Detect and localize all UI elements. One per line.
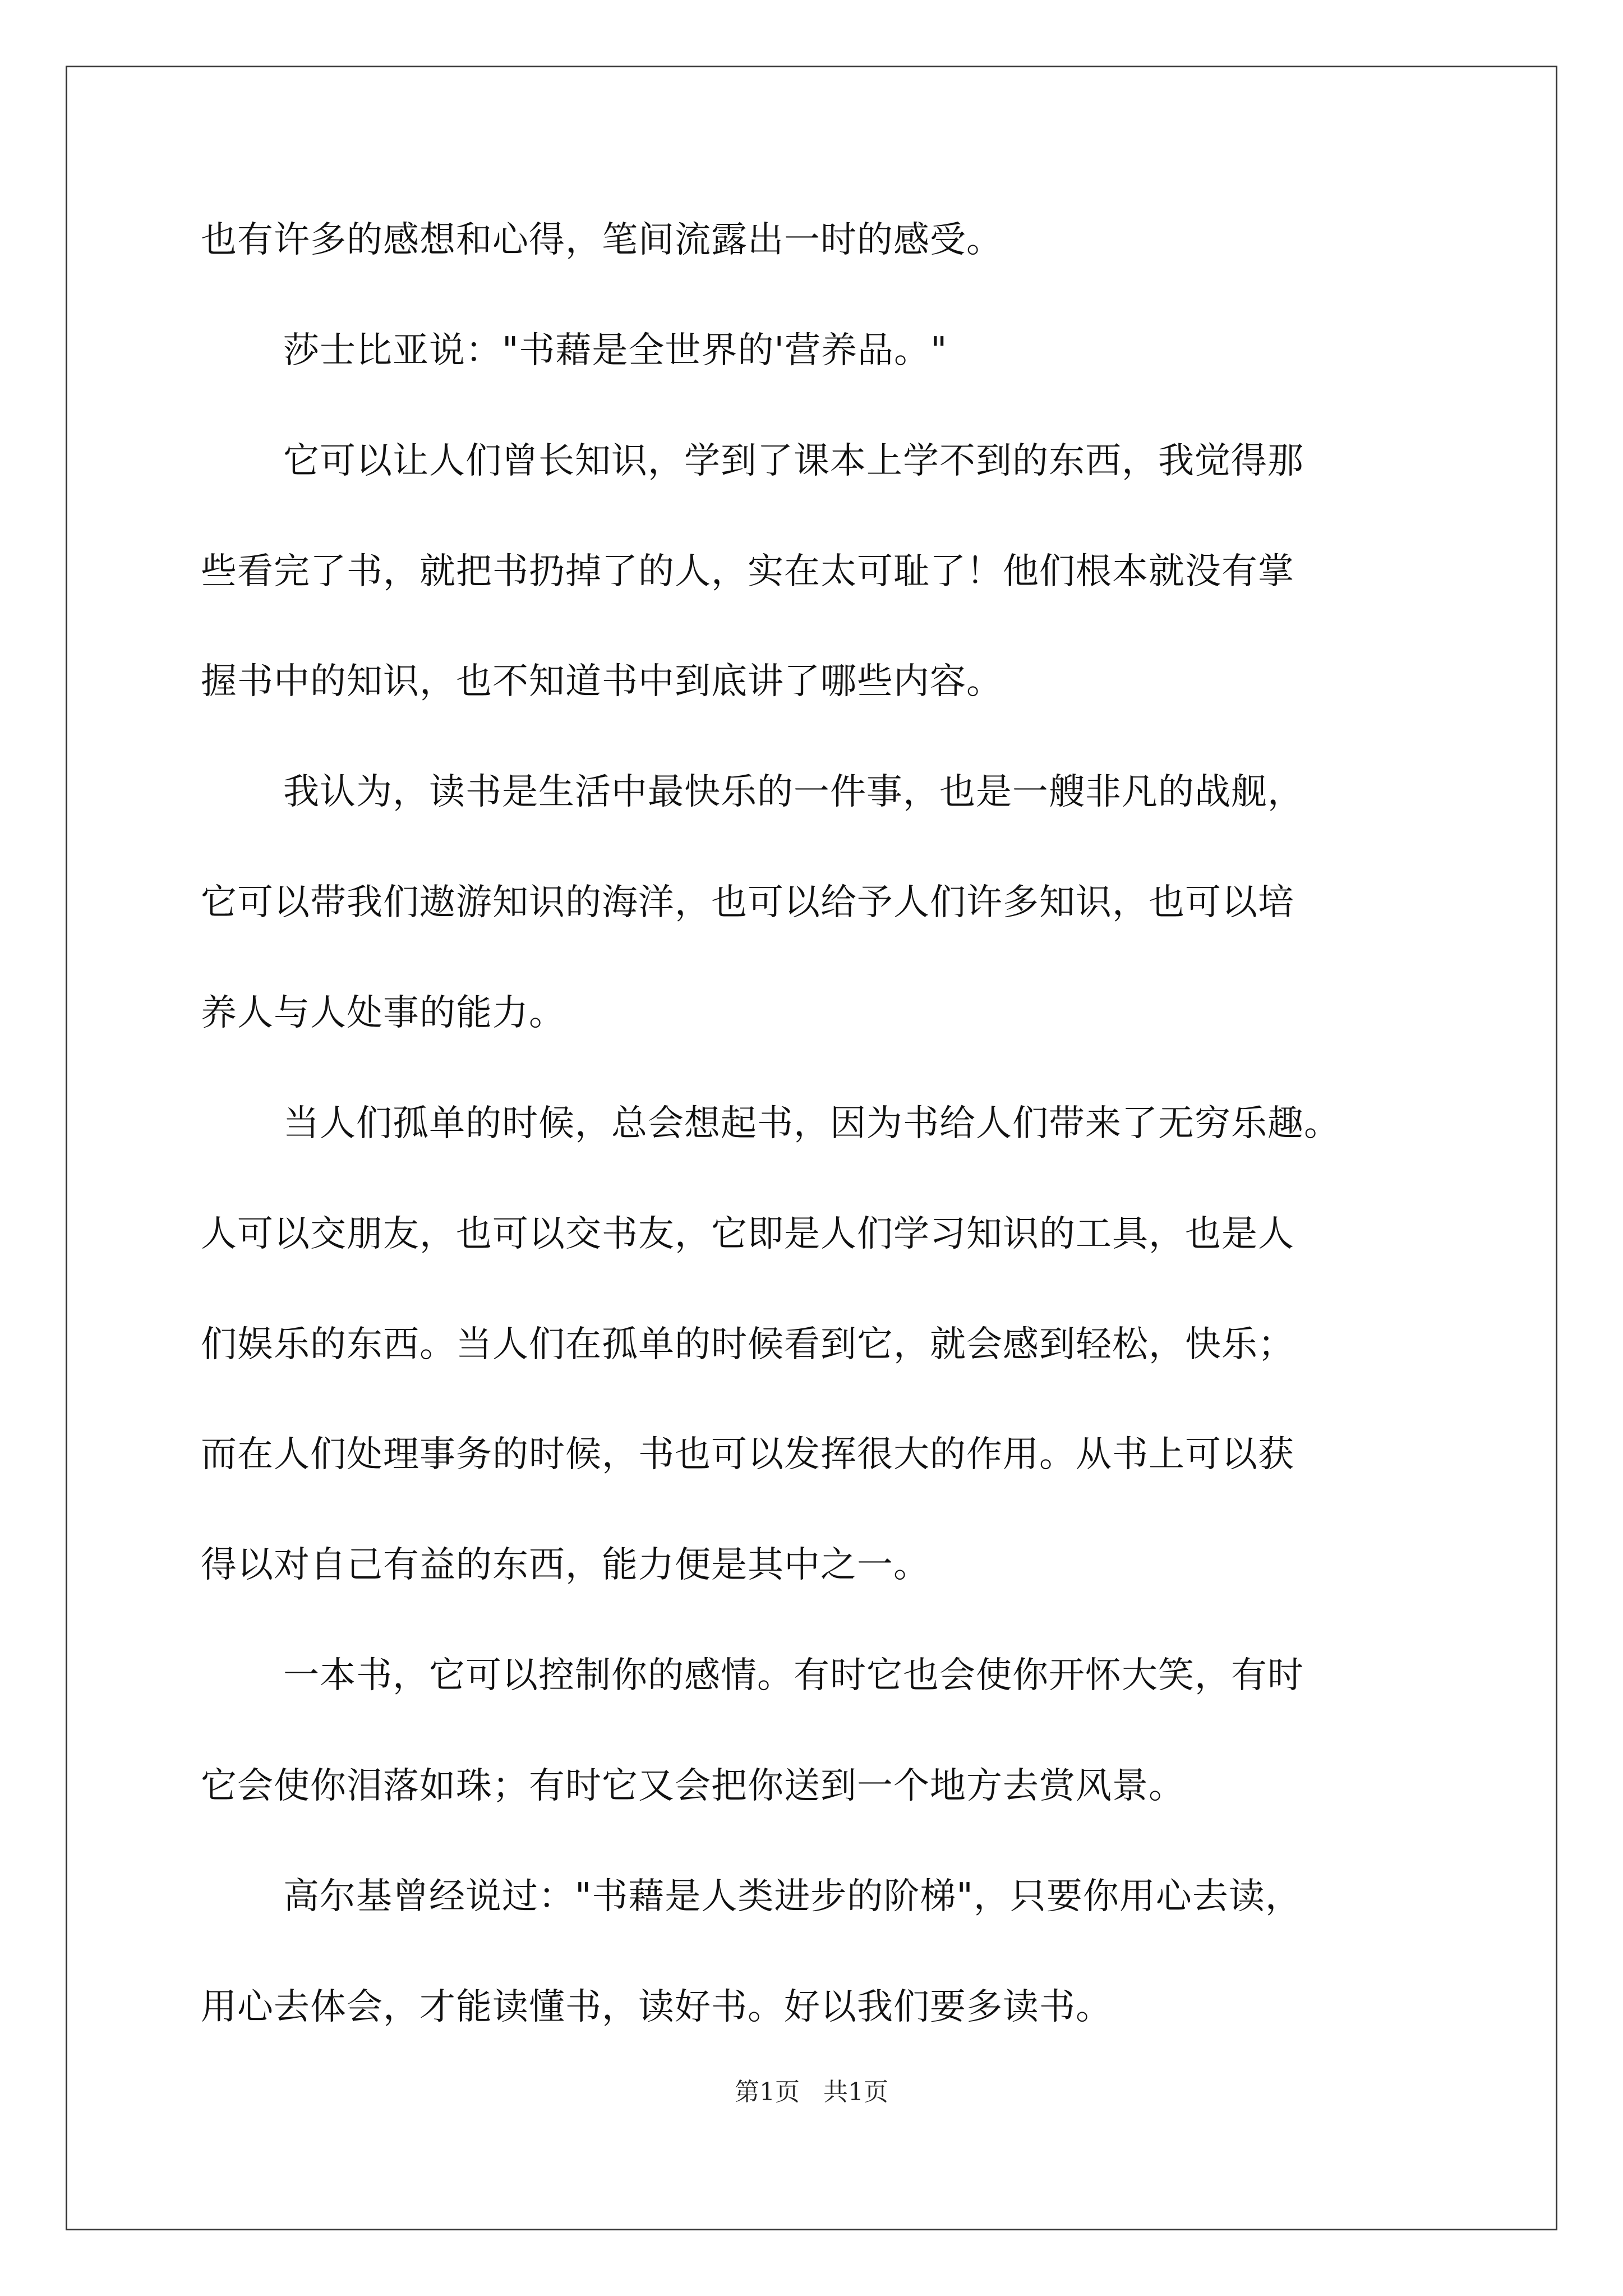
paragraph-line: 而在人们处理事务的时候，书也可以发挥很大的作用。从书上可以获 [201,1434,1294,1475]
paragraph-line: 一本书，它可以控制你的感情。有时它也会使你开怀大笑，有时 [283,1655,1304,1696]
paragraph-line: 用心去体会，才能读懂书，读好书。好以我们要多读书。 [201,1986,1112,2028]
paragraph-line: 它可以带我们遨游知识的海洋，也可以给予人们许多知识，也可以培 [201,882,1294,923]
paragraph-line: 养人与人处事的能力。 [201,992,565,1034]
paragraph-line: 人可以交朋友，也可以交书友，它即是人们学习知识的工具，也是人 [201,1213,1294,1255]
paragraph-line: 们娱乐的东西。当人们在孤单的时候看到它，就会感到轻松，快乐； [201,1324,1294,1365]
paragraph-line: 也有许多的感想和心得，笔间流露出一时的感受。 [201,219,1003,261]
paragraph-line: 些看完了书，就把书扔掉了的人，实在太可耻了！他们根本就没有掌 [201,551,1294,592]
paragraph-line: 它可以让人们曾长知识，学到了课本上学不到的东西，我觉得那 [283,440,1304,482]
paragraph-line: 得以对自己有益的东西，能力便是其中之一。 [201,1544,930,1586]
paragraph-line: 我认为，读书是生活中最快乐的一件事，也是一艘非凡的战舰， [283,771,1304,813]
page-number-footer: 第1页 共1页 [735,2078,888,2106]
paragraph-line: 它会使你泪落如珠；有时它又会把你送到一个地方去赏风景。 [201,1765,1185,1807]
paragraph-line: 当人们孤单的时候，总会想起书，因为书给人们带来了无穷乐趣。 [283,1103,1340,1144]
paragraph-line: 高尔基曾经说过："书藉是人类进步的阶梯"，只要你用心去读， [283,1876,1302,1917]
paragraph-line: 莎士比亚说："书藉是全世界的'营养品。" [283,330,948,371]
paragraph-line: 握书中的知识，也不知道书中到底讲了哪些内容。 [201,661,1003,702]
